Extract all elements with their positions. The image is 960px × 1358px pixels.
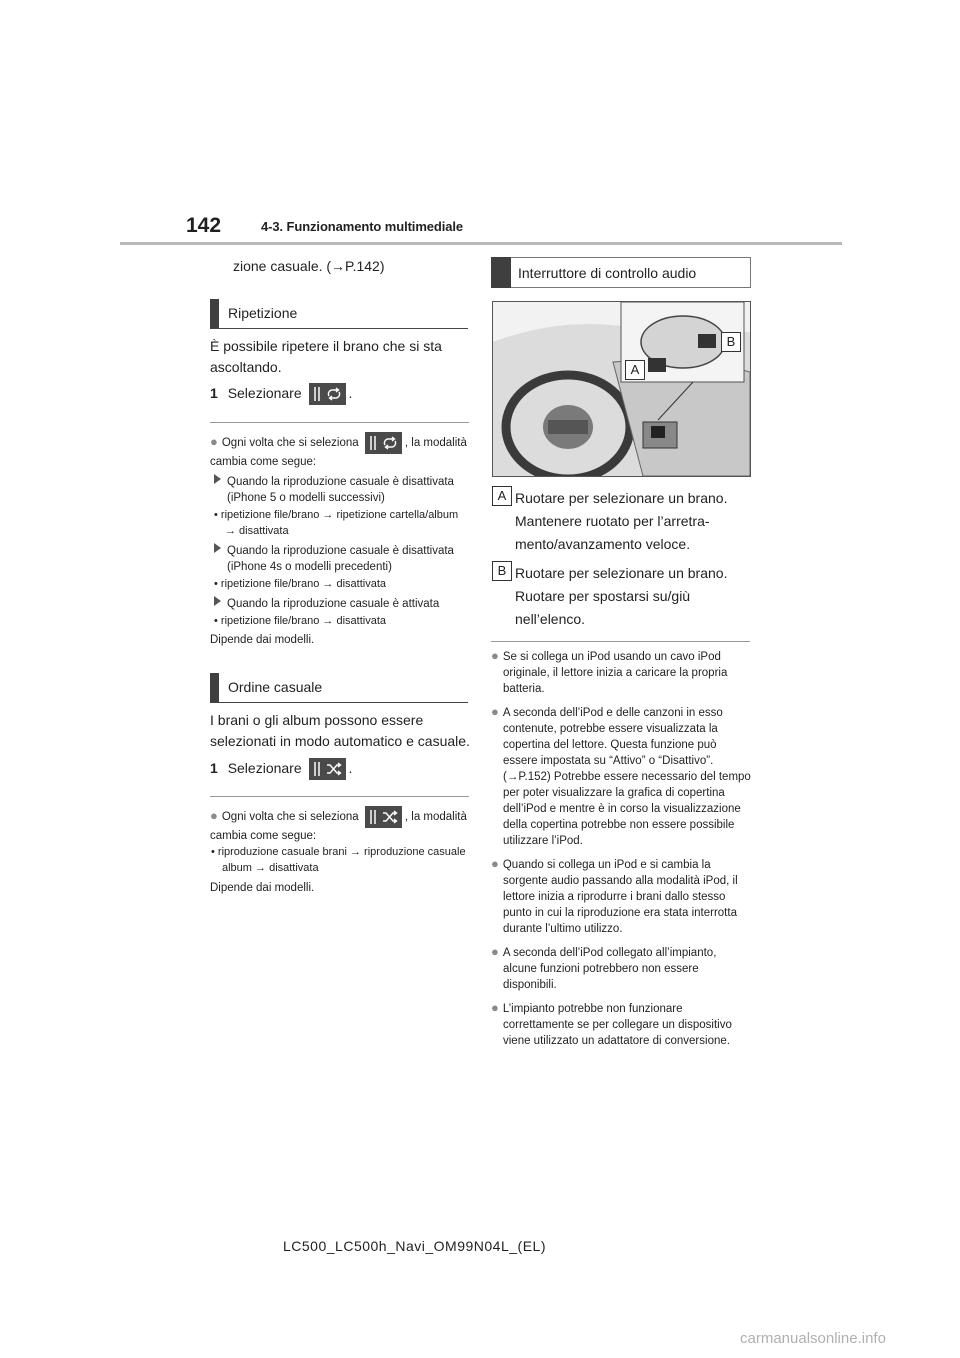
note-text: L’impianto potrebbe non funzionare correttamente se per collegare un dispositivo viene utilizzato un adattatore di conversione.: [502, 1003, 732, 1047]
triangle-bullet-icon: [214, 596, 221, 606]
repeat-text: È possibile ripetere il brano che si sta ascoltando.: [210, 338, 442, 375]
heading-label: Interruttore di controllo audio: [518, 265, 697, 281]
case-title: Quando la riproduzione casuale è disattivata (iPhone 4s o modelli precedenti): [227, 545, 454, 573]
repeat-step: 1 Selezionare .: [210, 383, 352, 405]
watermark: carmanualsonline.info: [740, 1330, 886, 1347]
divider: [210, 796, 469, 797]
header-rule: [120, 242, 842, 245]
label-a-line: mento/avanzamento veloce.: [515, 536, 691, 552]
label-b-line: Ruotare per spostarsi su/giù: [515, 588, 691, 604]
intro-line: zione casuale. (→P.142): [233, 258, 385, 274]
note-item: ● Se si collega un iPod usando un cavo iPod originale, il lettore inizia a caricare la propria batteria.: [491, 648, 728, 695]
note-tail: , la modalità cambia come segue:: [210, 437, 467, 468]
dashboard-illustration: [492, 301, 751, 477]
note-lead: Ogni volta che si seleziona: [221, 811, 359, 824]
label-b-line: Ruotare per selezionare un brano.: [515, 565, 728, 581]
note-lead: Ogni volta che si seleziona: [221, 437, 359, 450]
case-3: Quando la riproduzione casuale è attivata • ripetizione file/brano → disattivata: [214, 598, 440, 627]
note-item: ● A seconda dell’iPod collegato all’impianto, alcune funzioni potrebbero non essere disponibili.: [491, 944, 717, 991]
label-a-line: Ruotare per selezionare un brano.: [515, 490, 728, 506]
label-b: B: [492, 561, 512, 581]
depends-note: Dipende dai modelli.: [210, 882, 315, 894]
note-item: ● Quando si collega un iPod e si cambia la sorgente audio passando alla modalità iPod, il lettore inizia a riprodurre i brani dallo stesso punto in cui la riproduzione era stata interrotta durante l’ultimo utilizzo.: [491, 856, 738, 935]
section-heading-repeat: [210, 299, 468, 329]
repeat-button-icon: [309, 383, 346, 405]
note-text: A seconda dell’iPod collegato all’impianto, alcune funzioni potrebbero non essere disponibili.: [502, 947, 717, 991]
case-1: Quando la riproduzione casuale è disattivata (iPhone 5 o modelli successivi) • ripetizione file/brano → ripetizione cartella/album → disattivata: [214, 476, 459, 537]
note-text: Se si collega un iPod usando un cavo iPod originale, il lettore inizia a caricare la propria batteria.: [502, 651, 728, 695]
step-text: Selezionare: [227, 385, 302, 401]
shuffle-text: I brani o gli album possono essere selezionati in modo automatico e casuale.: [210, 712, 470, 749]
notes-list: [491, 648, 751, 1056]
divider: [491, 641, 750, 642]
note-item: ● L’impianto potrebbe non funzionare correttamente se per collegare un dispositivo viene utilizzato un adattatore di conversione.: [491, 1000, 732, 1047]
label-a-text: [515, 487, 727, 556]
label-a: A: [492, 486, 512, 506]
step-text: Selezionare: [227, 760, 302, 776]
step-number: 1: [210, 385, 218, 401]
case-item: ripetizione file/brano → disattivata: [220, 615, 387, 627]
page-number: 142: [186, 214, 222, 237]
section-heading-audio-switch: [491, 257, 751, 288]
triangle-bullet-icon: [214, 543, 221, 553]
case-title: Quando la riproduzione casuale è disattivata (iPhone 5 o modelli successivi): [227, 476, 454, 504]
case-item: ripetizione file/brano → disattivata: [220, 578, 387, 590]
heading-bar: [491, 257, 511, 288]
depends-note: Dipende dai modelli.: [210, 634, 315, 646]
shuffle-item-text: riproduzione casuale brani → riproduzione casuale album → disattivata: [217, 846, 466, 874]
heading-bar: [210, 673, 219, 702]
chapter-title: 4-3. Funzionamento multimediale: [261, 219, 464, 234]
label-a-line: Mantenere ruotato per l’arretra-: [515, 513, 710, 529]
note-text: A seconda dell’iPod e delle canzoni in esso contenute, potrebbe essere visualizzata la copertina del lettore. Questa funzione può essere impostata su “Attivo” o “Disattivo”. (→P.152) Potrebbe essere necessario del tempo per poter visualizzare la grafica di copertina dell’iPod e mentre è in corso la visualizzazione della copertina potrebbe non essere possibile utilizzare l’iPod.: [502, 707, 751, 847]
note-item: ● A seconda dell’iPod e delle canzoni in esso contenute, potrebbe essere visualizzata la copertina del lettore. Questa funzione può essere impostata su “Attivo” o “Disattivo”. (→P.152) Potrebbe essere necessario del tempo per poter visualizzare la grafica di copertina dell’iPod e mentre è in corso la visualizzazione della copertina potrebbe non essere possibile utilizzare l’iPod.: [491, 704, 751, 847]
heading-bar: [210, 299, 219, 328]
shuffle-button-icon: [365, 806, 402, 828]
label-b-line: nell’elenco.: [515, 611, 586, 627]
shuffle-step: 1 Selezionare .: [210, 758, 352, 780]
repeat-button-icon: [365, 432, 402, 454]
repeat-note: ● Ogni volta che si seleziona , la modalità cambia come segue:: [210, 432, 472, 470]
label-b-text: [515, 562, 727, 631]
photo-label-a: A: [625, 360, 645, 380]
step-number: 1: [210, 760, 218, 776]
case-title: Quando la riproduzione casuale è attivata: [227, 598, 440, 610]
note-tail: , la modalità cambia come segue:: [210, 811, 467, 842]
heading-label: Ripetizione: [228, 305, 298, 321]
document-code: LC500_LC500h_Navi_OM99N04L_(EL): [283, 1238, 546, 1254]
shuffle-button-icon: [309, 758, 346, 780]
divider: [210, 422, 469, 423]
case-2: Quando la riproduzione casuale è disattivata (iPhone 4s o modelli precedenti) • ripetizione file/brano → disattivata: [214, 545, 454, 590]
heading-label: Ordine casuale: [228, 679, 323, 695]
triangle-bullet-icon: [214, 474, 221, 484]
case-item: ripetizione file/brano → ripetizione cartella/album → disattivata: [220, 509, 459, 537]
photo-label-b: B: [721, 332, 741, 352]
shuffle-note: ● Ogni volta che si seleziona , la modalità cambia come segue:: [210, 806, 472, 844]
shuffle-item: • riproduzione casuale brani → riproduzione casuale album → disattivata: [211, 846, 466, 874]
section-heading-shuffle: [210, 673, 468, 703]
note-text: Quando si collega un iPod e si cambia la sorgente audio passando alla modalità iPod, il lettore inizia a riprodurre i brani dallo stesso punto in cui la riproduzione era stata interrotta durante l’ultimo utilizzo.: [502, 859, 738, 935]
